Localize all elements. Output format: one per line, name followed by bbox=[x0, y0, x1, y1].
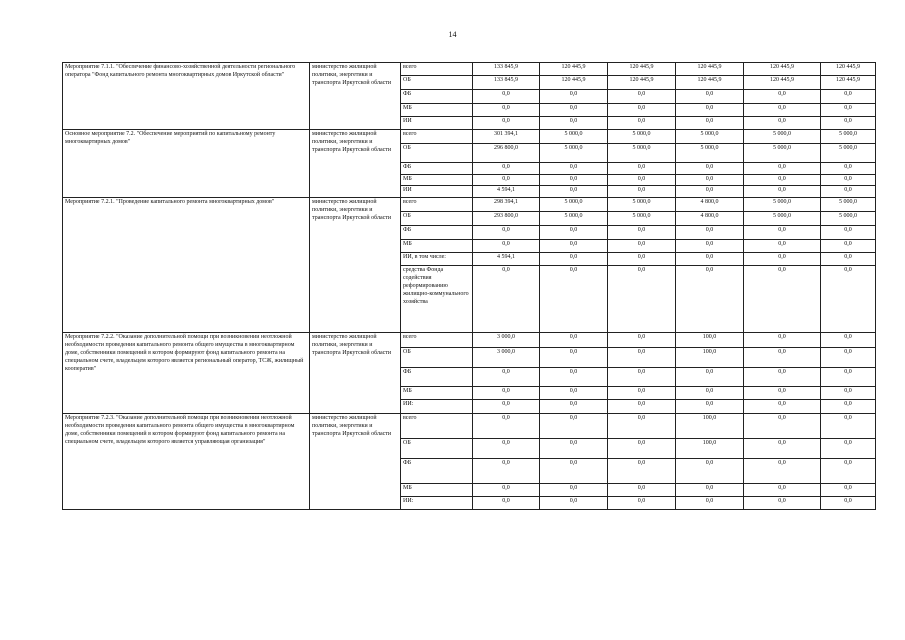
amount-cell: 120 445,9 bbox=[608, 63, 676, 76]
amount-cell: 293 800,0 bbox=[473, 212, 540, 226]
amount-cell: 120 445,9 bbox=[540, 63, 608, 76]
amount-cell: 5 000,0 bbox=[744, 144, 821, 163]
amount-cell: 5 000,0 bbox=[540, 212, 608, 226]
amount-cell: 0,0 bbox=[744, 368, 821, 387]
funding-source: МБ bbox=[401, 484, 473, 497]
amount-cell: 0,0 bbox=[473, 117, 540, 130]
amount-cell: 0,0 bbox=[540, 348, 608, 368]
amount-cell: 5 000,0 bbox=[608, 130, 676, 144]
funding-source: всего bbox=[401, 333, 473, 348]
amount-cell: 0,0 bbox=[821, 90, 876, 104]
amount-cell: 0,0 bbox=[676, 226, 744, 240]
amount-cell: 0,0 bbox=[540, 240, 608, 253]
amount-cell: 120 445,9 bbox=[821, 63, 876, 76]
amount-cell: 298 394,1 bbox=[473, 198, 540, 212]
amount-cell: 4 800,0 bbox=[676, 212, 744, 226]
amount-cell: 0,0 bbox=[608, 104, 676, 117]
amount-cell: 0,0 bbox=[744, 439, 821, 459]
amount-cell: 0,0 bbox=[540, 497, 608, 510]
amount-cell: 0,0 bbox=[473, 459, 540, 484]
amount-cell: 5 000,0 bbox=[676, 144, 744, 163]
amount-cell: 0,0 bbox=[608, 90, 676, 104]
executor: министерство жилищной политики, энергетики и транспорта Иркутской области bbox=[310, 130, 401, 198]
table-row bbox=[63, 198, 876, 212]
amount-cell: 0,0 bbox=[540, 117, 608, 130]
amount-cell: 0,0 bbox=[744, 186, 821, 198]
table-row bbox=[63, 63, 876, 76]
amount-cell: 120 445,9 bbox=[608, 76, 676, 90]
amount-cell: 0,0 bbox=[608, 175, 676, 186]
amount-cell: 0,0 bbox=[821, 497, 876, 510]
funding-source: ФБ bbox=[401, 163, 473, 175]
amount-cell: 0,0 bbox=[676, 253, 744, 266]
amount-cell: 0,0 bbox=[821, 387, 876, 400]
amount-cell: 5 000,0 bbox=[540, 198, 608, 212]
amount-cell: 120 445,9 bbox=[821, 76, 876, 90]
amount-cell: 0,0 bbox=[608, 414, 676, 439]
funding-source: ФБ bbox=[401, 459, 473, 484]
amount-cell: 0,0 bbox=[473, 368, 540, 387]
amount-cell: 0,0 bbox=[540, 266, 608, 333]
funding-source: средства Фонда содействия реформированию жилищно-коммунального хозяйства bbox=[401, 266, 473, 333]
amount-cell: 0,0 bbox=[676, 175, 744, 186]
amount-cell: 0,0 bbox=[676, 497, 744, 510]
amount-cell: 0,0 bbox=[540, 459, 608, 484]
amount-cell: 0,0 bbox=[473, 240, 540, 253]
funding-source: всего bbox=[401, 63, 473, 76]
funding-source: ФБ bbox=[401, 226, 473, 240]
amount-cell: 0,0 bbox=[473, 226, 540, 240]
amount-cell: 4 594,1 bbox=[473, 253, 540, 266]
amount-cell: 133 845,9 bbox=[473, 76, 540, 90]
amount-cell: 0,0 bbox=[608, 186, 676, 198]
funding-source: ИИ bbox=[401, 117, 473, 130]
budget-table bbox=[62, 62, 876, 510]
executor: министерство жилищной политики, энергетики и транспорта Иркутской области bbox=[310, 414, 401, 510]
amount-cell: 0,0 bbox=[540, 226, 608, 240]
amount-cell: 0,0 bbox=[821, 484, 876, 497]
funding-source: МБ bbox=[401, 175, 473, 186]
funding-source: ОБ bbox=[401, 439, 473, 459]
amount-cell: 0,0 bbox=[540, 387, 608, 400]
amount-cell: 0,0 bbox=[821, 439, 876, 459]
page-number: 14 bbox=[448, 30, 457, 39]
amount-cell: 0,0 bbox=[744, 90, 821, 104]
funding-source: всего bbox=[401, 414, 473, 439]
amount-cell: 5 000,0 bbox=[608, 212, 676, 226]
amount-cell: 0,0 bbox=[608, 163, 676, 175]
amount-cell: 0,0 bbox=[473, 400, 540, 414]
amount-cell: 301 394,1 bbox=[473, 130, 540, 144]
amount-cell: 0,0 bbox=[676, 104, 744, 117]
amount-cell: 5 000,0 bbox=[821, 198, 876, 212]
amount-cell: 0,0 bbox=[608, 400, 676, 414]
amount-cell: 0,0 bbox=[821, 117, 876, 130]
amount-cell: 0,0 bbox=[744, 414, 821, 439]
amount-cell: 120 445,9 bbox=[676, 76, 744, 90]
event-title: Мероприятие 7.2.3. "Оказание дополнительной помощи при возникновении неотложной необходимости проведения капитального ремонта общего имущества в многоквартирном доме, собственники помещений в котором формируют фонд капитального ремонта на специальном счете, владельцем которого является управляющая организация" bbox=[63, 414, 310, 510]
executor: министерство жилищной политики, энергетики и транспорта Иркутской области bbox=[310, 198, 401, 333]
amount-cell: 0,0 bbox=[676, 117, 744, 130]
amount-cell: 0,0 bbox=[540, 104, 608, 117]
amount-cell: 0,0 bbox=[821, 414, 876, 439]
amount-cell: 0,0 bbox=[744, 348, 821, 368]
amount-cell: 3 000,0 bbox=[473, 348, 540, 368]
amount-cell: 0,0 bbox=[540, 90, 608, 104]
funding-source: ИИ bbox=[401, 186, 473, 198]
amount-cell: 0,0 bbox=[473, 439, 540, 459]
amount-cell: 0,0 bbox=[744, 459, 821, 484]
amount-cell: 0,0 bbox=[821, 459, 876, 484]
amount-cell: 0,0 bbox=[608, 226, 676, 240]
amount-cell: 0,0 bbox=[744, 117, 821, 130]
amount-cell: 0,0 bbox=[744, 226, 821, 240]
amount-cell: 0,0 bbox=[473, 266, 540, 333]
funding-source: ИИ: bbox=[401, 497, 473, 510]
event-title: Основное мероприятие 7.2. "Обеспечение мероприятий по капитальному ремонту многоквартирных домов" bbox=[63, 130, 310, 198]
amount-cell: 0,0 bbox=[540, 368, 608, 387]
amount-cell: 0,0 bbox=[608, 368, 676, 387]
amount-cell: 0,0 bbox=[540, 163, 608, 175]
amount-cell: 0,0 bbox=[608, 484, 676, 497]
amount-cell: 0,0 bbox=[473, 497, 540, 510]
amount-cell: 0,0 bbox=[821, 104, 876, 117]
amount-cell: 120 445,9 bbox=[744, 76, 821, 90]
amount-cell: 0,0 bbox=[608, 266, 676, 333]
amount-cell: 0,0 bbox=[608, 240, 676, 253]
funding-source: ИИ, в том числе: bbox=[401, 253, 473, 266]
amount-cell: 0,0 bbox=[676, 240, 744, 253]
amount-cell: 5 000,0 bbox=[821, 130, 876, 144]
amount-cell: 0,0 bbox=[676, 368, 744, 387]
funding-source: всего bbox=[401, 130, 473, 144]
funding-source: ФБ bbox=[401, 90, 473, 104]
amount-cell: 120 445,9 bbox=[540, 76, 608, 90]
funding-source: МБ bbox=[401, 387, 473, 400]
amount-cell: 0,0 bbox=[744, 333, 821, 348]
funding-source: ОБ bbox=[401, 144, 473, 163]
amount-cell: 0,0 bbox=[821, 240, 876, 253]
amount-cell: 0,0 bbox=[821, 266, 876, 333]
funding-source: МБ bbox=[401, 240, 473, 253]
amount-cell: 0,0 bbox=[676, 484, 744, 497]
amount-cell: 0,0 bbox=[676, 186, 744, 198]
amount-cell: 0,0 bbox=[473, 387, 540, 400]
event-title: Мероприятие 7.1.1. "Обеспечение финансово-хозяйственной деятельности регионального оператора "Фонд капитального ремонта многоквартирных домов Иркутской области" bbox=[63, 63, 310, 130]
amount-cell: 0,0 bbox=[540, 186, 608, 198]
amount-cell: 0,0 bbox=[540, 484, 608, 497]
amount-cell: 0,0 bbox=[744, 104, 821, 117]
amount-cell: 0,0 bbox=[821, 226, 876, 240]
amount-cell: 5 000,0 bbox=[540, 144, 608, 163]
amount-cell: 3 000,0 bbox=[473, 333, 540, 348]
amount-cell: 5 000,0 bbox=[608, 198, 676, 212]
amount-cell: 5 000,0 bbox=[676, 130, 744, 144]
amount-cell: 0,0 bbox=[608, 459, 676, 484]
executor: министерство жилищной политики, энергетики и транспорта Иркутской области bbox=[310, 333, 401, 414]
amount-cell: 0,0 bbox=[676, 387, 744, 400]
table-row bbox=[63, 130, 876, 144]
amount-cell: 4 594,1 bbox=[473, 186, 540, 198]
amount-cell: 0,0 bbox=[744, 387, 821, 400]
amount-cell: 0,0 bbox=[821, 253, 876, 266]
amount-cell: 0,0 bbox=[676, 90, 744, 104]
amount-cell: 0,0 bbox=[608, 497, 676, 510]
amount-cell: 0,0 bbox=[744, 497, 821, 510]
amount-cell: 0,0 bbox=[676, 400, 744, 414]
amount-cell: 120 445,9 bbox=[744, 63, 821, 76]
amount-cell: 0,0 bbox=[744, 484, 821, 497]
amount-cell: 0,0 bbox=[821, 400, 876, 414]
amount-cell: 100,0 bbox=[676, 348, 744, 368]
amount-cell: 5 000,0 bbox=[744, 212, 821, 226]
amount-cell: 5 000,0 bbox=[744, 130, 821, 144]
amount-cell: 0,0 bbox=[821, 186, 876, 198]
amount-cell: 0,0 bbox=[540, 253, 608, 266]
amount-cell: 0,0 bbox=[744, 163, 821, 175]
amount-cell: 100,0 bbox=[676, 333, 744, 348]
amount-cell: 0,0 bbox=[744, 175, 821, 186]
amount-cell: 0,0 bbox=[744, 266, 821, 333]
amount-cell: 5 000,0 bbox=[744, 198, 821, 212]
amount-cell: 0,0 bbox=[540, 400, 608, 414]
amount-cell: 133 845,9 bbox=[473, 63, 540, 76]
amount-cell: 0,0 bbox=[540, 414, 608, 439]
amount-cell: 0,0 bbox=[608, 253, 676, 266]
amount-cell: 0,0 bbox=[540, 333, 608, 348]
amount-cell: 5 000,0 bbox=[540, 130, 608, 144]
amount-cell: 100,0 bbox=[676, 439, 744, 459]
amount-cell: 0,0 bbox=[540, 439, 608, 459]
funding-source: ОБ bbox=[401, 212, 473, 226]
table-row bbox=[63, 333, 876, 348]
amount-cell: 0,0 bbox=[608, 387, 676, 400]
amount-cell: 0,0 bbox=[821, 333, 876, 348]
amount-cell: 0,0 bbox=[473, 484, 540, 497]
amount-cell: 0,0 bbox=[473, 175, 540, 186]
amount-cell: 0,0 bbox=[744, 400, 821, 414]
event-title: Мероприятие 7.2.2. "Оказание дополнительной помощи при возникновении неотложной необходимости проведения капитального ремонта общего имущества в многоквартирном доме, собственники помещений в котором формируют фонд капитального ремонта на специальном счете, владельцем которого является региональный оператор, ТСЖ, жилищный кооператив" bbox=[63, 333, 310, 414]
event-title: Мероприятие 7.2.1. "Проведение капитального ремонта многоквартирных домов" bbox=[63, 198, 310, 333]
amount-cell: 0,0 bbox=[676, 266, 744, 333]
amount-cell: 0,0 bbox=[473, 414, 540, 439]
funding-source: всего bbox=[401, 198, 473, 212]
amount-cell: 296 800,0 bbox=[473, 144, 540, 163]
amount-cell: 0,0 bbox=[473, 90, 540, 104]
amount-cell: 5 000,0 bbox=[608, 144, 676, 163]
funding-source: ОБ bbox=[401, 348, 473, 368]
amount-cell: 0,0 bbox=[676, 459, 744, 484]
funding-source: ФБ bbox=[401, 368, 473, 387]
amount-cell: 0,0 bbox=[608, 333, 676, 348]
amount-cell: 0,0 bbox=[676, 163, 744, 175]
funding-source: ОБ bbox=[401, 76, 473, 90]
amount-cell: 0,0 bbox=[821, 348, 876, 368]
amount-cell: 0,0 bbox=[473, 163, 540, 175]
amount-cell: 0,0 bbox=[744, 240, 821, 253]
table-row bbox=[63, 414, 876, 439]
amount-cell: 0,0 bbox=[608, 439, 676, 459]
amount-cell: 0,0 bbox=[540, 175, 608, 186]
amount-cell: 0,0 bbox=[608, 117, 676, 130]
amount-cell: 4 800,0 bbox=[676, 198, 744, 212]
amount-cell: 0,0 bbox=[744, 253, 821, 266]
amount-cell: 5 000,0 bbox=[821, 212, 876, 226]
amount-cell: 0,0 bbox=[608, 348, 676, 368]
amount-cell: 120 445,9 bbox=[676, 63, 744, 76]
amount-cell: 0,0 bbox=[821, 368, 876, 387]
funding-source: ИИ: bbox=[401, 400, 473, 414]
funding-source: МБ bbox=[401, 104, 473, 117]
amount-cell: 0,0 bbox=[821, 163, 876, 175]
amount-cell: 0,0 bbox=[821, 175, 876, 186]
amount-cell: 0,0 bbox=[473, 104, 540, 117]
amount-cell: 100,0 bbox=[676, 414, 744, 439]
executor: министерство жилищной политики, энергетики и транспорта Иркутской области bbox=[310, 63, 401, 130]
amount-cell: 5 000,0 bbox=[821, 144, 876, 163]
